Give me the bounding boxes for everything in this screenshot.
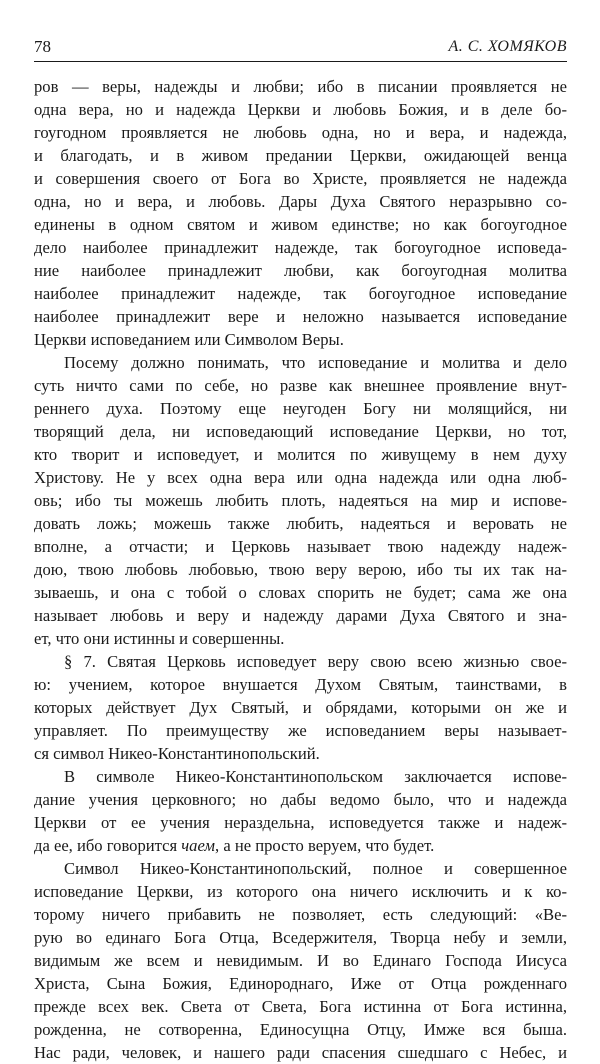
text-line: В символе Никео-Константинопольском заключается испове-: [64, 767, 567, 786]
text-line: творящий дела, ни исповедающий исповедание Церкви, но тот,: [34, 422, 567, 441]
text-line: прежде всех век. Света от Света, Бога истинна от Бога истинна,: [34, 997, 567, 1016]
text-line: наиболее принадлежит вере и неложно называется исповедание: [34, 307, 567, 326]
text-line: Нас ради, человек, и нашего ради спасения сшедшаго с Небес, и: [34, 1043, 567, 1062]
text-line: дою, твою любовь любовью, твою веру верою, ибо ты их так на-: [34, 560, 567, 579]
paragraph-3: [34, 650, 567, 765]
page-number: 78: [34, 37, 51, 56]
text-line: видимым же всем и невидимым. И во Единаго Господа Иисуса: [34, 951, 567, 970]
text-line: которых действует Дух Святый, и обрядами, которыми он же и: [34, 698, 567, 717]
text-line: единены в одном святом и живом единстве; но как богоугодное: [34, 215, 567, 234]
text-line: суть ничто сами по себе, но разве как внешнее проявление внут-: [34, 376, 567, 395]
paragraph-4: [34, 765, 567, 857]
text-line: одна, но и вера, и любовь. Дары Духа Святого неразрывно со-: [34, 192, 567, 211]
text-line: и благодать, и в живом предании Церкви, ожидающей венца: [34, 146, 567, 165]
text-line: гоугодном проявляется не любовь одна, но и вера, и надежда,: [34, 123, 567, 142]
text-line: Церкви исповеданием или Символом Веры.: [34, 330, 344, 349]
emphasized-word: чаем: [181, 836, 216, 855]
paragraph-1: [34, 75, 567, 351]
text-line: дело наиболее принадлежит надежде, так богоугодное исповеда-: [34, 238, 567, 257]
text-line: зываешь, и она с тобой о словах спорить не будет; сама же она: [34, 583, 567, 602]
text-fragment: да ее, ибо говорится: [34, 836, 182, 855]
text-line: овь; ибо ты можешь любить плоть, надеяться на мир и испове-: [34, 491, 567, 510]
text-line: наиболее принадлежит надежде, так богоугодное исповедание: [34, 284, 567, 303]
text-line: ет, что они истинны и совершенны.: [34, 629, 285, 648]
text-line: ю: учением, которое внушается Духом Святым, таинствами, в: [34, 675, 567, 694]
text-line: дание учения церковного; но дабы ведомо было, что и надежда: [34, 790, 567, 809]
text-line: довать ложь; можешь также любить, надеяться и веровать не: [34, 514, 567, 533]
page-header: [34, 36, 567, 62]
header-rule: [34, 61, 567, 62]
text-line: Христа, Сына Божия, Единороднаго, Иже от Отца рожденнаго: [34, 974, 567, 993]
text-line: Символ Никео-Константинопольский, полное и совершенное: [64, 859, 567, 878]
text-line: Христову. Не у всех одна вера или одна надежда или одна люб-: [34, 468, 567, 487]
paragraph-2: [34, 351, 567, 650]
text-line: вполне, а отчасти; и Церковь называет твою надежду надеж-: [34, 537, 567, 556]
text-line: реннего духа. Поэтому еще неугоден Богу ни молящийся, ни: [34, 399, 567, 418]
paragraph-5: [34, 857, 567, 1064]
text-line: ров — веры, надежды и любви; ибо в писании проявляется не: [34, 77, 567, 96]
text-line: Церкви от ее учения нераздельна, исповедуется также и надеж-: [34, 813, 567, 832]
text-line: рожденна, не сотворенна, Единосущна Отцу, Имже вся быша.: [34, 1020, 567, 1039]
text-line: [34, 834, 567, 857]
text-line: ние наиболее принадлежит любви, как богоугодная молитва: [34, 261, 567, 280]
text-line: Посему должно понимать, что исповедание и молитва и дело: [64, 353, 567, 372]
text-line: ся символ Никео-Константинопольский.: [34, 744, 320, 763]
running-head: А. С. ХОМЯКОВ: [448, 38, 567, 55]
text-line: называет любовь и веру и надежду дарами Духа Святого и зна-: [34, 606, 567, 625]
text-line: кто творит и исповедует, и молится по живущему в нем духу: [34, 445, 567, 464]
body-text: [34, 75, 567, 1064]
text-line: торому ничего прибавить не позволяет, есть следующий: «Ве-: [34, 905, 567, 924]
text-fragment: , а не просто веруем, что будет.: [215, 836, 435, 855]
text-line: и совершения своего от Бога во Христе, проявляется не надежда: [34, 169, 567, 188]
text-line: § 7. Святая Церковь исповедует веру свою всею жизнью свое-: [64, 652, 567, 671]
text-line: рую во единаго Бога Отца, Вседержителя, Творца небу и земли,: [34, 928, 567, 947]
text-line: исповедание Церкви, из которого она ничего исключить и к ко-: [34, 882, 567, 901]
text-line: управляет. По преимуществу же исповеданием веры называет-: [34, 721, 567, 740]
text-line: одна вера, но и надежда Церкви и любовь Божия, и в деле бо-: [34, 100, 567, 119]
